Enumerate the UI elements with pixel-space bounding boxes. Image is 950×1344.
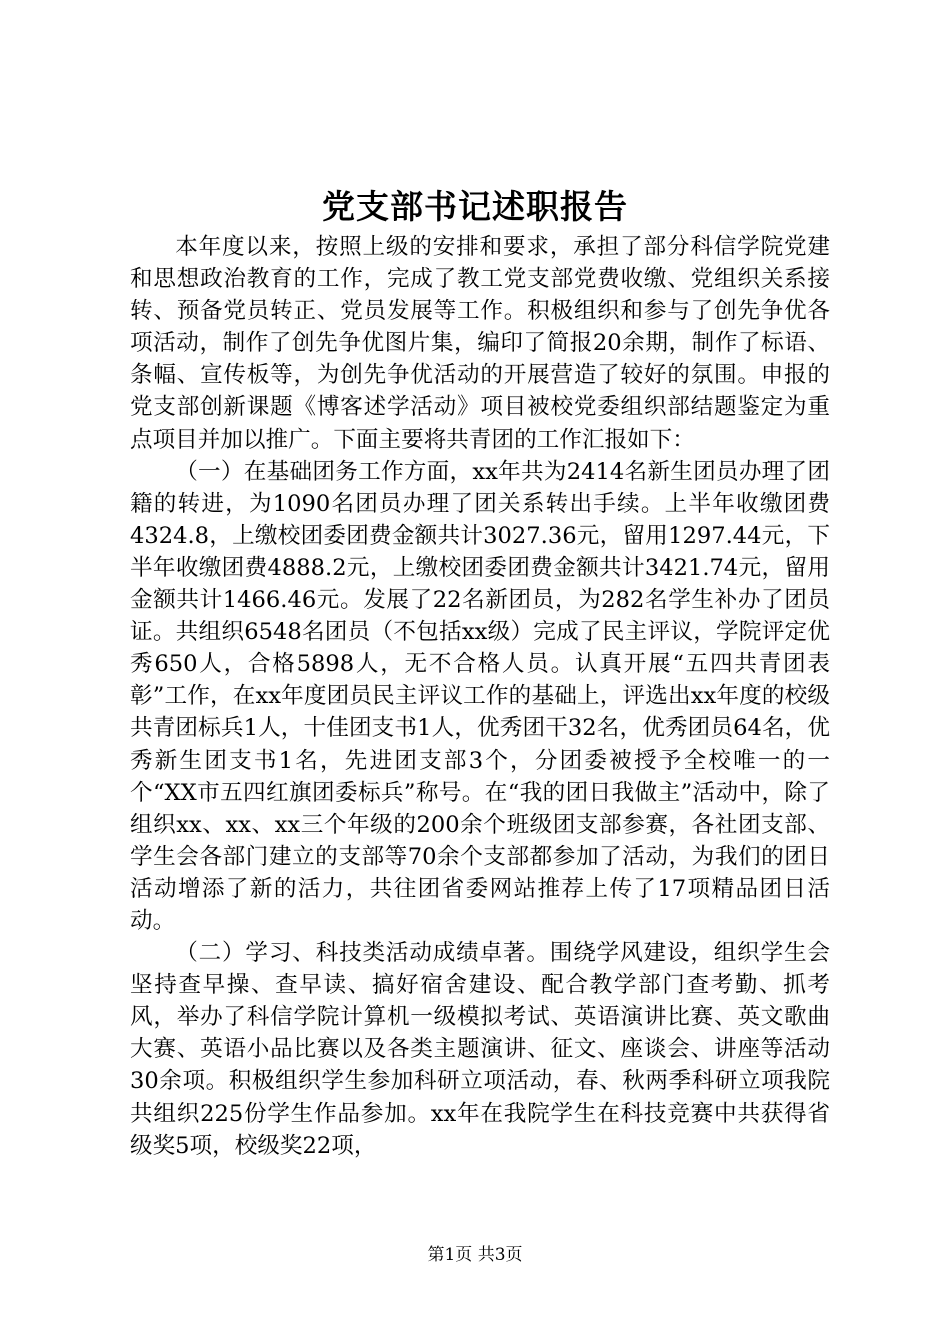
page-footer: 第1页 共3页 <box>427 1245 523 1265</box>
paragraph-intro: 本年度以来，按照上级的安排和要求，承担了部分科信学院党建和思想政治教育的工作，完成了教工党支部党费收缴、党组织关系接转、预备党员转正、党员发展等工作。积极组织和参与了创先争优各项活动，制作了创先争优图片集，编印了简报20余期，制作了标语、条幅、宣传板等，为创先争优活动的开展营造了较好的氛围。申报的党支部创新课题《博客述学活动》项目被校党委组织部结题鉴定为重点项目并加以推广。下面主要将共青团的工作汇报如下： <box>130 234 830 453</box>
paragraph-section-two: （二）学习、科技类活动成绩卓著。围绕学风建设，组织学生会坚持查早操、查早读、搞好宿舍建设、配合教学部门查考勤、抓考风，举办了科信学院计算机一级模拟考试、英语演讲比赛、英文歌曲大赛、英语小品比赛以及各类主题演讲、征文、座谈会、讲座等活动30余项。积极组织学生参加科研立项活动，春、秋两季科研立项我院共组织225份学生作品参加。xx年在我院学生在科技竞赛中共获得省级奖5项，校级奖22项， <box>130 940 830 1159</box>
document-title: 党支部书记述职报告 <box>322 187 628 226</box>
paragraph-section-one: （一）在基础团务工作方面，xx年共为2414名新生团员办理了团籍的转进，为1090名团员办理了团关系转出手续。上半年收缴团费4324.8，上缴校团委团费金额共计3027.36元，留用1297.44元，下半年收缴团费4888.2元，上缴校团委团费金额共计3421.74元，留用金额共计1466.46元。发展了22名新团员，为282名学生补办了团员证。共组织6548名团员（不包括xx级）完成了民主评议，学院评定优秀650人，合格5898人，无不合格人员。认真开展“五四共青团表彰”工作，在xx年度团员民主评议工作的基础上，评选出xx年度的校级共青团标兵1人，十佳团支书1人，优秀团干32名，优秀团员64名，优秀新生团支书1名，先进团支部3个，分团委被授予全校唯一的一个“XX市五四红旗团委标兵”称号。在“我的团日我做主”活动中，除了组织xx、xx、xx三个年级的200余个班级团支部参赛，各社团支部、学生会各部门建立的支部等70余个支部都参加了活动，为我们的团日活动增添了新的活力，共往团省委网站推荐上传了17项精品团日活动。 <box>130 458 830 934</box>
document-body <box>130 231 830 1162</box>
